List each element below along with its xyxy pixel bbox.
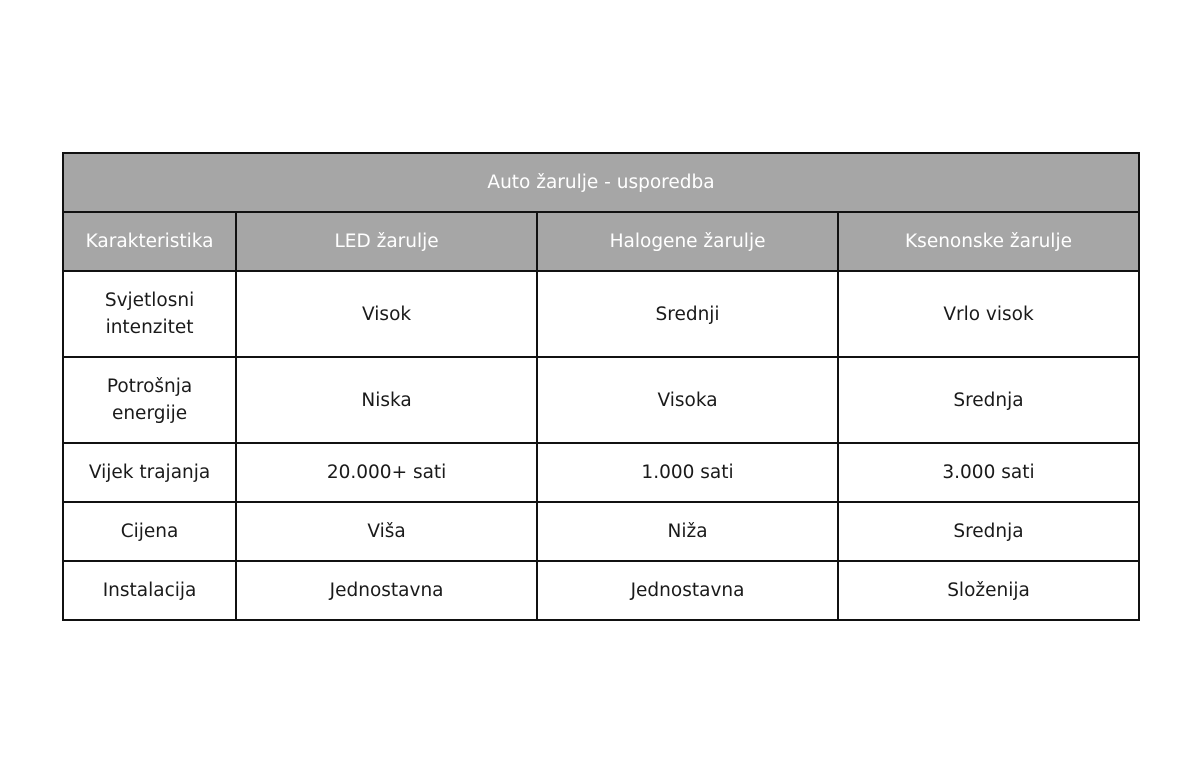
table-row bbox=[63, 561, 1139, 620]
table-cell: Niža bbox=[537, 502, 838, 561]
row-label-cell: Vijek trajanja bbox=[63, 443, 236, 502]
column-header-characteristic: Karakteristika bbox=[63, 212, 236, 271]
table-cell: Srednji bbox=[537, 271, 838, 357]
table-header-row bbox=[63, 212, 1139, 271]
table-cell: 1.000 sati bbox=[537, 443, 838, 502]
table-cell: Složenija bbox=[838, 561, 1139, 620]
column-header-halogen: Halogene žarulje bbox=[537, 212, 838, 271]
column-header-led: LED žarulje bbox=[236, 212, 537, 271]
table-cell: Visoka bbox=[537, 357, 838, 443]
table-title-row bbox=[63, 153, 1139, 212]
table-cell: Srednja bbox=[838, 357, 1139, 443]
table-row bbox=[63, 357, 1139, 443]
table-cell: Srednja bbox=[838, 502, 1139, 561]
row-label-cell: Cijena bbox=[63, 502, 236, 561]
table-cell: Jednostavna bbox=[236, 561, 537, 620]
table-cell: 20.000+ sati bbox=[236, 443, 537, 502]
table-title: Auto žarulje - usporedba bbox=[63, 153, 1139, 212]
table-row bbox=[63, 502, 1139, 561]
table-cell: Niska bbox=[236, 357, 537, 443]
table-cell: Viša bbox=[236, 502, 537, 561]
comparison-table bbox=[62, 152, 1140, 621]
table-cell: 3.000 sati bbox=[838, 443, 1139, 502]
table-cell: Vrlo visok bbox=[838, 271, 1139, 357]
table-cell: Jednostavna bbox=[537, 561, 838, 620]
table-cell: Visok bbox=[236, 271, 537, 357]
row-label-cell: Instalacija bbox=[63, 561, 236, 620]
row-label-cell: Potrošnja energije bbox=[63, 357, 236, 443]
column-header-xenon: Ksenonske žarulje bbox=[838, 212, 1139, 271]
table-row bbox=[63, 271, 1139, 357]
row-label-cell: Svjetlosni intenzitet bbox=[63, 271, 236, 357]
table-row bbox=[63, 443, 1139, 502]
